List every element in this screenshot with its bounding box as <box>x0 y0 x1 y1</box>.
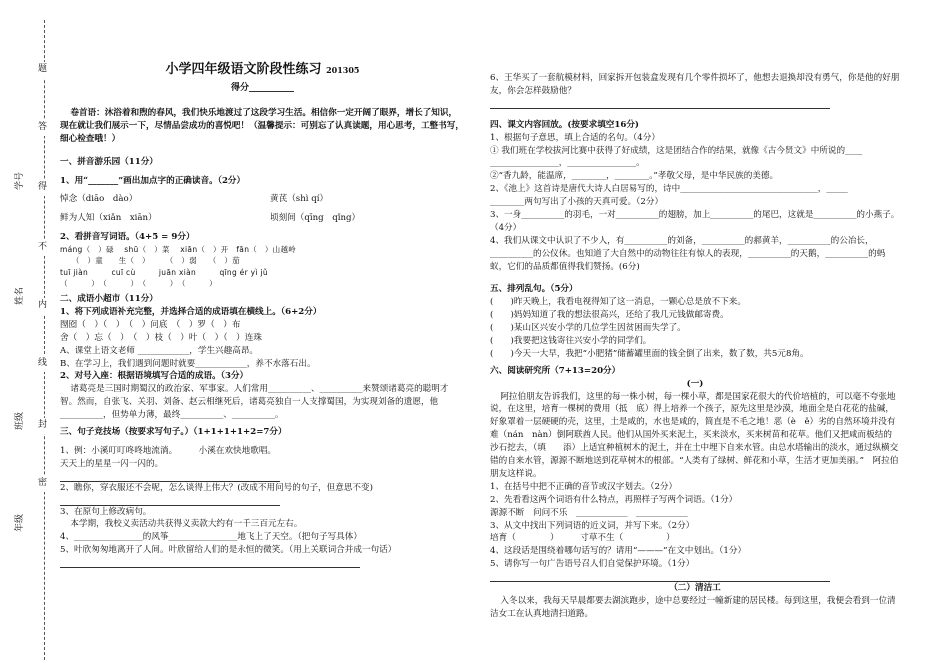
question-item: 本学期，我校义卖活动共获得义卖款大约有一千三百元左右。 <box>70 519 303 530</box>
score-field: 得分__________ <box>230 82 294 93</box>
question-item: 2、《池上》这首诗是唐代大诗人白居易写的，诗中________________________________，_____ <box>490 184 848 195</box>
question-item: 源源不断 问问不乐 ____________ ____________ <box>490 507 688 518</box>
question-item: 4、这段话是围绕着哪句话写的？请用“———”在文中划出。（1分） <box>490 546 747 557</box>
pinyin-row: máng（ ）碌 shū（ ）菜 xiān（ ）开 fān（ ）山越岭 <box>60 245 297 255</box>
question-text: 诸葛亮是三国时期蜀汉的政治家、军事家。人们常用__________、__________来赞颂诸葛亮的聪明才智。然而，自张飞、关羽、刘备、赵云相继死后，诸葛亮独自一人支撑蜀国，为实现刘备的遗愿，他__________，但势单力薄，最终__________、__________。 <box>60 384 449 421</box>
question-item: 1、根据句子意思，填上合适的名句。（4分） <box>490 132 660 143</box>
title-text: 小学四年级语文阶段性练习 <box>165 62 322 77</box>
section-order: 五、排列乱句。（5分） <box>490 284 578 295</box>
question-item: ① 我们班在学校拔河比赛中获得了好成绩，这是团结合作的结果，就像《古今贤文》中所说的____ <box>490 145 863 156</box>
section-reading: 六、阅读研究所（7+13=20分） <box>490 365 621 376</box>
seal-char: 题 <box>38 62 47 78</box>
seal-char: 得 <box>38 180 47 196</box>
pinyin-row: （ ）童 生（ ） （ ）弱 （ ）茄 <box>60 256 240 266</box>
page-title <box>60 60 465 80</box>
item: 顷刻间（qīng qǐng） <box>270 213 361 224</box>
item: 悼念（diāo dào） <box>60 194 138 205</box>
question-item: 3、一身__________的羽毛，一对__________的翅膀，加上__________的尾巴，这就是__________的小燕子。（4分） <box>490 210 900 233</box>
question-item: A、课堂上语文老师 ____________，学生兴趣高昂。 <box>60 345 259 356</box>
answer-line[interactable] <box>490 571 830 582</box>
title-code: 201305 <box>326 65 360 75</box>
passage-text: 阿拉伯朋友告诉我们，这里的每一株小树，每一棵小草，都是国家花很大的代价培植的，可以毫不夸张地说，在这里，培育一棵树的费用（抵 底）得上培养一个孩子，原先这里是沙漠，地面全是白花花的盐碱，好象罩着一层硬硬的壳，这里，土是咸的，水也是咸的，简直是不毛之地！恶（è ě）劣的自然环境并没有难（nán nàn）倒阿联酋人民。他们从国外买来泥土，买来淡水，买来树苗和花草。他们又把咸而板结的沙石挖去，（填 添）上适宜种植树木的泥土，并在土中埋下自来水管。由总水塔输出的淡水，通过纵横交错的自来水管，源源不断地送到花草树木的根部。“人类有了绿树、鲜花和小草，生活才更加美丽。” 阿拉伯朋友这样说。 <box>490 391 899 479</box>
question-item: 天天上的星星一闪一闪的。 <box>60 458 164 469</box>
sentence-item: ( )我要把这钱寄往兴安小学的同学们。 <box>490 336 652 347</box>
seal-char: 线 <box>38 356 47 372</box>
item: 鲜为人知（xiǎn xiān） <box>60 213 157 224</box>
sentence-item: ( )某山区兴安小学的几位学生因贫困而失学了。 <box>490 323 686 334</box>
question-item: 5、请你写一句广告语号召人们自觉保护环境。（1分） <box>490 559 695 570</box>
seal-char: 答 <box>38 120 47 136</box>
left-column <box>60 60 465 568</box>
question: 1、将下列成语补充完整，并选择合适的成语填在横线上。（6+2分） <box>60 307 322 318</box>
answer-line[interactable] <box>60 557 360 568</box>
question-item: 2、先看看这两个词语有什么特点，再照样子写两个词语。（1分） <box>490 494 738 505</box>
question-item: ________________，________________。 <box>490 158 645 169</box>
question: 2、对号入座：根据语境填写合适的成语。（3分） <box>60 371 249 382</box>
section-pinyin: 一、拼音游乐园（11分） <box>60 156 158 167</box>
right-column <box>490 72 900 621</box>
question-item: 5、叶欣匆匆地离开了人间。叶欣留给人们的是永恒的微笑。（用上关联词合并成一句话） <box>60 545 397 556</box>
seal-char: 密 <box>38 476 47 492</box>
seal-char: 封 <box>38 418 47 434</box>
seal-char: 内 <box>38 298 47 314</box>
question-item: 4、我们从课文中认识了不少人，有__________的刘备，__________的郝黄羊，__________的公冶长，__________的公仪休。也知道了大自然中的动物往往有惊人的表现，__________的天鹅，__________的蚂蚁，它们的品质都值得我们赞扬。(6分) <box>490 235 886 272</box>
item: 黄芪（shì qí） <box>270 194 329 205</box>
idiom-row: 囫囵（ ）（ ） （ ）问底 （ ）罗（ ）布 <box>60 319 241 330</box>
class-label: 班级 <box>15 411 25 430</box>
answer-line[interactable] <box>490 98 830 109</box>
pinyin-row: （ ） （ ） （ ） （ ） <box>60 278 217 288</box>
idiom-row: 舍（ ）忘（ ） （ ）枝（ ）叶（ ）（ ）连珠 <box>60 332 262 343</box>
passage-text: 入冬以来，我每天早晨都要去湖滨跑步，途中总要经过一幢新建的居民楼。每到这里，我便会看到一位清洁女工在认真地清扫道路。 <box>490 595 896 619</box>
question: 1、用“_______”画出加点字的正确读音。（2分） <box>60 175 246 186</box>
question-item: 3、从文中找出下列词语的近义词，并写下来。（2分） <box>490 520 695 531</box>
question-item <box>60 193 465 206</box>
sentence-item: ( )妈妈知道了我的想法很高兴，还给了我几元钱做邮寄费。 <box>490 310 729 321</box>
intro-text: 卷首语：沐浴着和煦的春风，我们快乐地渡过了这段学习生活。相信你一定开阔了眼界，增长了知识，现在就让我们展示一下，尽情品尝成功的喜悦吧！（温馨提示：可别忘了认真读题，用心思考，工整书写，细心检查哦！） <box>60 108 464 144</box>
question-item: 培育（ ） 寸草不生（ ） <box>490 533 675 544</box>
question-item: 3、在原句上修改病句。 <box>60 506 152 517</box>
answer-line[interactable] <box>60 495 280 506</box>
passage-title: (一) <box>686 378 704 389</box>
name-label: 姓名 <box>15 286 25 305</box>
section-idioms: 二、成语小超市（11分） <box>60 294 158 305</box>
question-item: 1、例：小溪叮叮咚咚地流淌。 小溪在欢快地歌唱。 <box>60 445 277 456</box>
question-item: ________两句写出了小孩的天真可爱。（2分） <box>490 197 664 208</box>
question-item: 1、在括号中把不正确的音节或汉字划去。（2分） <box>490 481 678 492</box>
question-item: ②“香九龄，能温席，________，________。”孝敬父母，是中华民族的美德。 <box>490 171 779 182</box>
section-recall: 四、课文内容回放。(按要求填空16分) <box>490 119 639 130</box>
grade-label: 年级 <box>15 513 25 532</box>
seal-line <box>44 20 45 660</box>
sentence-item: ( )昨天晚上，我看电视得知了这一消息，一颗心总是放不下来。 <box>490 297 746 308</box>
question-item: 6、王华买了一套航模材料，回家拆开包装盒发现有几个零件损坏了，他想去退换却没有勇气，你是他的好朋友，你会怎样鼓励他？ <box>490 73 900 96</box>
seal-char: 不 <box>38 240 47 256</box>
passage-title: （二）清洁工 <box>669 583 721 594</box>
section-sentences: 三、句子竞技场（按要求写句子。）（1+1+1+1+2=7分） <box>60 427 287 438</box>
question-item: 2、瞧你，穿衣服还不会呢，怎么谈得上伟大？(改成不用问号的句子，但意思不变) <box>60 482 373 493</box>
question-item: B、在学习上，我们遇到问题时就要____________，养不水落石出。 <box>60 358 316 369</box>
student-id-label: 学号 <box>15 171 25 190</box>
question: 2、看拼音写词语。（4+5 = 9分） <box>60 232 195 243</box>
answer-line[interactable] <box>60 471 280 482</box>
pinyin-row: tuī jiàn cuī cù juān xiàn qīng ér yì jǔ <box>60 267 268 277</box>
question-item <box>60 212 465 225</box>
sentence-item: ( )今天一大早，我把“小肥猪”储蓄罐里面的钱全倒了出来，数了数，共5元8角。 <box>490 348 809 359</box>
question-item: 4、________________的风筝________________地飞上了天空。（把句子写具体） <box>60 532 362 543</box>
